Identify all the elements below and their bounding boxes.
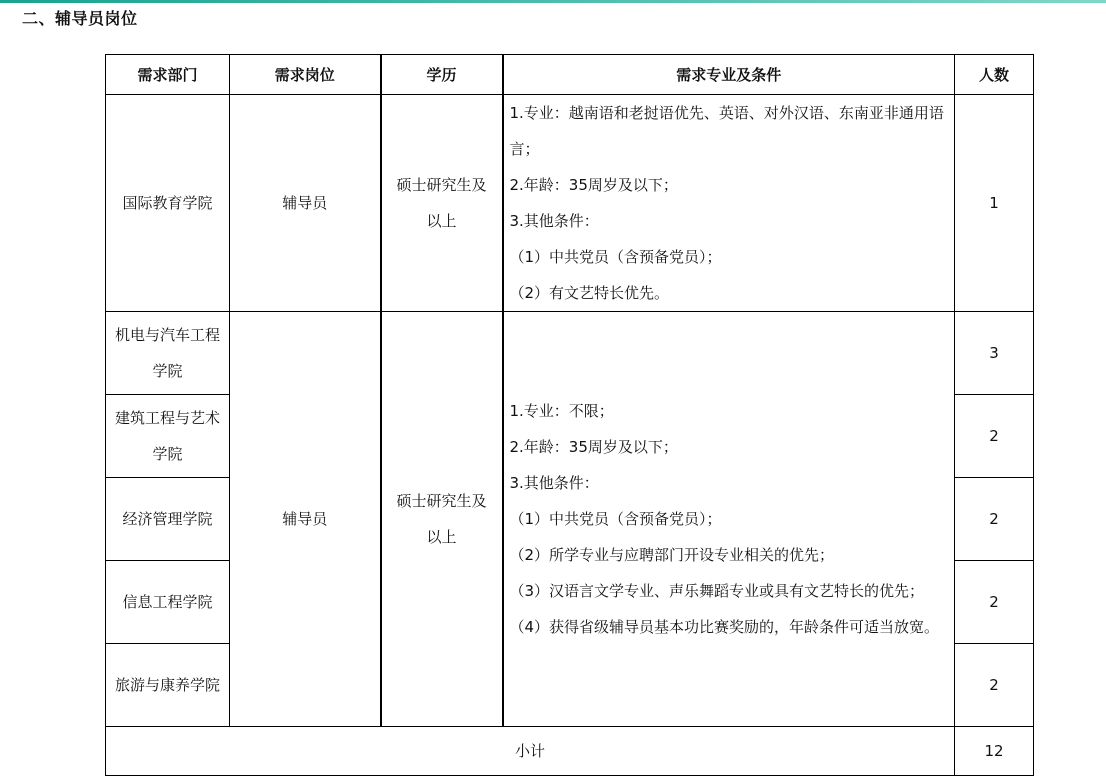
condition-line: （1）中共党员（含预备党员）； — [509, 248, 722, 266]
condition-line: （3）汉语言文学专业、声乐舞蹈专业或具有文艺特长的优先； — [509, 582, 925, 600]
condition-line: （4）获得省级辅导员基本功比赛奖励的，年龄条件可适当放宽。 — [509, 618, 940, 636]
dept-cell: 国际教育学院 — [106, 95, 230, 312]
conditions-cell — [503, 312, 955, 727]
header-post: 需求岗位 — [230, 55, 381, 95]
post-cell: 辅导员 — [230, 312, 381, 727]
header-count: 人数 — [955, 55, 1034, 95]
degree-cell: 硕士研究生及以上 — [381, 95, 503, 312]
condition-line: （1）中共党员（含预备党员）； — [509, 510, 722, 528]
dept-cell: 建筑工程与艺术学院 — [106, 395, 230, 478]
subtotal-label: 小计 — [106, 727, 955, 776]
dept-cell: 信息工程学院 — [106, 561, 230, 644]
count-cell: 2 — [955, 561, 1034, 644]
dept-cell: 旅游与康养学院 — [106, 644, 230, 727]
header-dept: 需求部门 — [106, 55, 230, 95]
condition-line: 3.其他条件： — [509, 212, 599, 230]
section-heading: 二、辅导员岗位 — [22, 9, 138, 28]
count-cell: 1 — [955, 95, 1034, 312]
conditions-cell — [503, 95, 955, 312]
post-cell: 辅导员 — [230, 95, 381, 312]
subtotal-count: 12 — [955, 727, 1034, 776]
count-cell: 2 — [955, 644, 1034, 727]
table-row — [106, 95, 1034, 312]
header-conditions: 需求专业及条件 — [503, 55, 955, 95]
condition-line: 1.专业：越南语和老挝语优先、英语、对外汉语、东南亚非通用语言； — [509, 104, 944, 158]
count-cell: 2 — [955, 395, 1034, 478]
condition-line: （2）有文艺特长优先。 — [509, 284, 670, 302]
job-requirements-table — [105, 54, 1034, 776]
dept-cell: 经济管理学院 — [106, 478, 230, 561]
top-accent-bar — [0, 0, 1106, 3]
condition-line: 2.年龄：35周岁及以下； — [509, 176, 678, 194]
condition-line: 2.年龄：35周岁及以下； — [509, 438, 678, 456]
count-cell: 3 — [955, 312, 1034, 395]
table-header-row — [106, 55, 1034, 95]
count-cell: 2 — [955, 478, 1034, 561]
table-row — [106, 312, 1034, 395]
condition-line: （2）所学专业与应聘部门开设专业相关的优先； — [509, 546, 835, 564]
degree-cell: 硕士研究生及以上 — [381, 312, 503, 727]
condition-line: 1.专业：不限； — [509, 402, 614, 420]
header-degree: 学历 — [381, 55, 503, 95]
dept-cell: 机电与汽车工程学院 — [106, 312, 230, 395]
condition-line: 3.其他条件： — [509, 474, 599, 492]
subtotal-row — [106, 727, 1034, 776]
